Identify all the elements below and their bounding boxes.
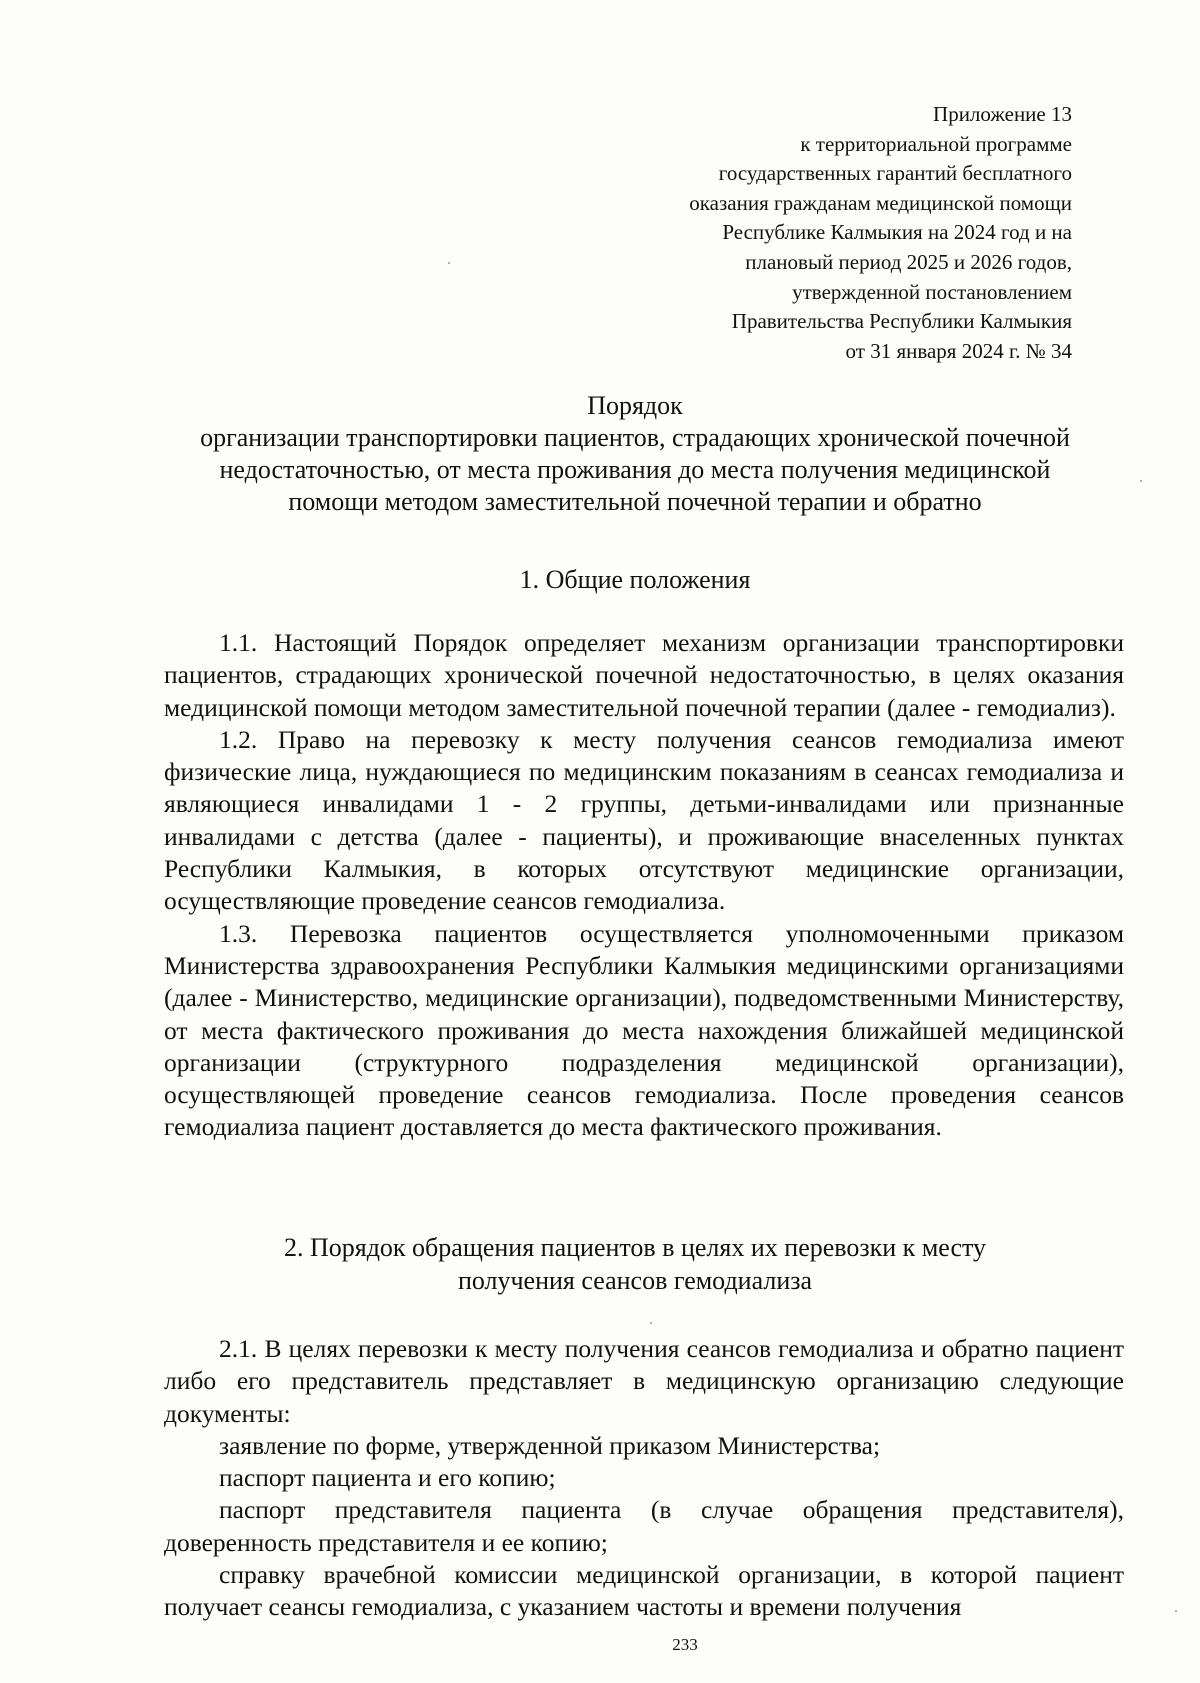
appendix-line: от 31 января 2024 г. № 34: [845, 338, 1072, 363]
appendix-line: государственных гарантий бесплатного: [718, 161, 1072, 186]
scan-speck: [1140, 480, 1142, 482]
list-item: заявление по форме, утвержденной приказом Министерства;: [219, 1430, 881, 1460]
appendix-line: Правительства Республики Калмыкия: [731, 309, 1072, 334]
paragraph-1-1: 1.1. Настоящий Порядок определяет механизм организации транспортировки пациентов, страдающих хронической почечной недостаточностью, в целях оказания медицинской помощи методом заместительной почечной терапии (далее - гемодиализ).: [164, 628, 1124, 722]
list-item: паспорт пациента и его копию;: [219, 1463, 556, 1493]
appendix-line: Приложение 13: [933, 102, 1072, 126]
scan-speck: [1175, 1610, 1177, 1612]
appendix-line: плановый период 2025 и 2026 годов,: [745, 249, 1072, 274]
list-item: справку врачебной комиссии медицинской организации, в которой пациент получает сеансы гемодиализа, с указанием частоты и времени получения: [164, 1560, 1124, 1622]
scan-speck: [650, 1322, 652, 1324]
title-heading: Порядок: [587, 391, 683, 420]
paragraph-2-1: 2.1. В целях перевозки к месту получения сеансов гемодиализа и обратно пациент либо его представитель представляет в медицинскую организацию следующие документы:: [164, 1334, 1124, 1428]
title-line: помощи методом заместительной почечной терапии и обратно: [288, 487, 982, 516]
section-2-heading: [150, 1231, 1120, 1297]
appendix-line: к территориальной программе: [800, 131, 1072, 156]
page-number: 233: [672, 1635, 698, 1654]
title-line: недостаточностью, от места проживания до места получения медицинской: [219, 455, 1051, 484]
scan-speck: [448, 262, 450, 264]
section-1-heading: [150, 563, 1120, 596]
document-title: [150, 390, 1120, 518]
paragraph-1-2: 1.2. Право на перевозку к месту получения сеансов гемодиализа имеют физические лица, нуждающиеся по медицинским показаниям в сеансах гемодиализа и являющиеся инвалидами 1 - 2 группы, детьми-инвалидами или признанные инвалидами с детства (далее - пациенты), и проживающие внаселенных пунктах Республики Калмыкия, в которых отсутствуют медицинские организации, осуществляющие проведение сеансов гемодиализа.: [164, 724, 1124, 916]
section-heading-line: получения сеансов гемодиализа: [457, 1266, 813, 1295]
appendix-line: оказания гражданам медицинской помощи: [689, 190, 1072, 215]
section-heading-line: 2. Порядок обращения пациентов в целях их перевозки к месту: [283, 1233, 987, 1262]
appendix-line: утвержденной постановлением: [792, 279, 1072, 304]
list-item: паспорт представителя пациента (в случае обращения представителя), доверенность представителя и ее копию;: [164, 1495, 1124, 1557]
appendix-line: Республике Калмыкия на 2024 год и на: [722, 220, 1072, 245]
section-2-body: [164, 1333, 1124, 1624]
paragraph-1-3: 1.3. Перевозка пациентов осуществляется уполномоченными приказом Министерства здравоохранения Республики Калмыкия медицинскими организациями (далее - Министерство, медицинские организации), подведомственными Министерству, от места фактического проживания до места нахождения ближайшей медицинской организации (структурного подразделения медицинской организации), осуществляющей проведение сеансов гемодиализа. После проведения сеансов гемодиализа пациент доставляется до места фактического проживания.: [164, 918, 1124, 1142]
title-line: организации транспортировки пациентов, страдающих хронической почечной: [200, 423, 1070, 452]
section-1-body: [164, 627, 1124, 1144]
appendix-block: [572, 100, 1072, 366]
section-heading-text: 1. Общие положения: [519, 565, 751, 594]
